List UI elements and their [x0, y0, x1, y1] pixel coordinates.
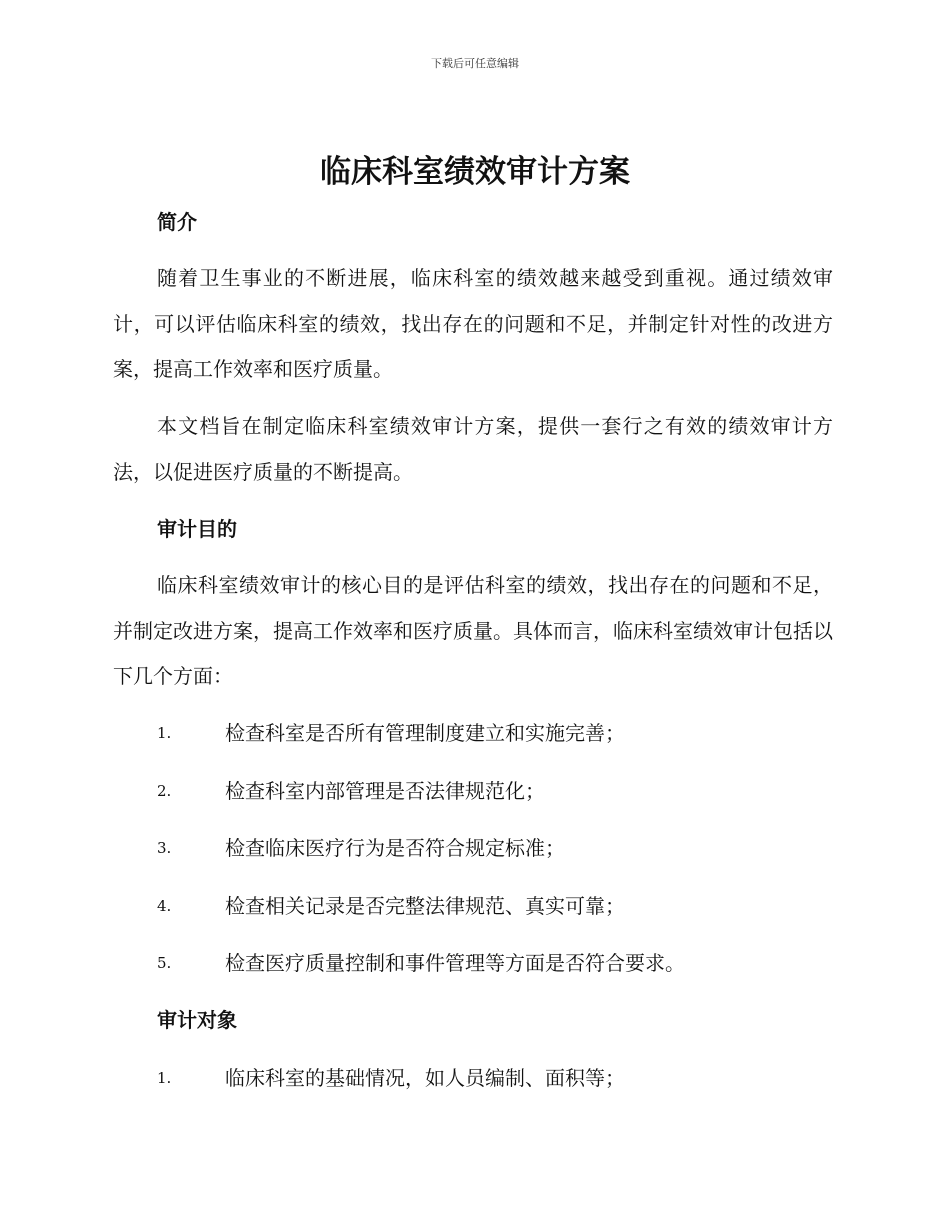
- document-title: 临床科室绩效审计方案: [320, 154, 630, 190]
- list-item-text: 临床科室的基础情况，如人员编制、面积等；: [225, 1066, 625, 1090]
- list-item-text: 检查相关记录是否完整法律规范、真实可靠；: [225, 894, 625, 918]
- list-item: [157, 948, 837, 978]
- section-heading-objects: 审计对象: [157, 1008, 237, 1032]
- list-item-number: 5.: [157, 954, 172, 972]
- list-item: [157, 891, 837, 921]
- list-item-text: 检查临床医疗行为是否符合规定标准；: [225, 836, 565, 860]
- list-item-text: 检查医疗质量控制和事件管理等方面是否符合要求。: [225, 951, 685, 975]
- list-item: [157, 776, 837, 806]
- list-item: [157, 1063, 837, 1093]
- section-heading-purpose: 审计目的: [157, 517, 237, 541]
- list-item-text: 检查科室是否所有管理制度建立和实施完善；: [225, 721, 625, 745]
- section-heading-intro: 简介: [157, 210, 197, 234]
- list-item-number: 1.: [157, 1069, 172, 1087]
- header-note: 下载后可任意编辑: [431, 57, 519, 70]
- list-item-number: 2.: [157, 782, 172, 800]
- purpose-paragraph: 临床科室绩效审计的核心目的是评估科室的绩效，找出存在的问题和不足，并制定改进方案，提高工作效率和医疗质量。具体而言，临床科室绩效审计包括以下几个方面：: [113, 573, 833, 688]
- list-item-number: 1.: [157, 724, 172, 742]
- list-item: [157, 833, 837, 863]
- intro-paragraph-2: 本文档旨在制定临床科室绩效审计方案，提供一套行之有效的绩效审计方法，以促进医疗质量的不断提高。: [113, 414, 833, 484]
- list-item-text: 检查科室内部管理是否法律规范化；: [225, 779, 545, 803]
- list-item: [157, 718, 837, 748]
- list-item-number: 3.: [157, 839, 172, 857]
- intro-paragraph-1: 随着卫生事业的不断进展，临床科室的绩效越来越受到重视。通过绩效审计，可以评估临床科室的绩效，找出存在的问题和不足，并制定针对性的改进方案，提高工作效率和医疗质量。: [113, 266, 833, 381]
- list-item-number: 4.: [157, 897, 172, 915]
